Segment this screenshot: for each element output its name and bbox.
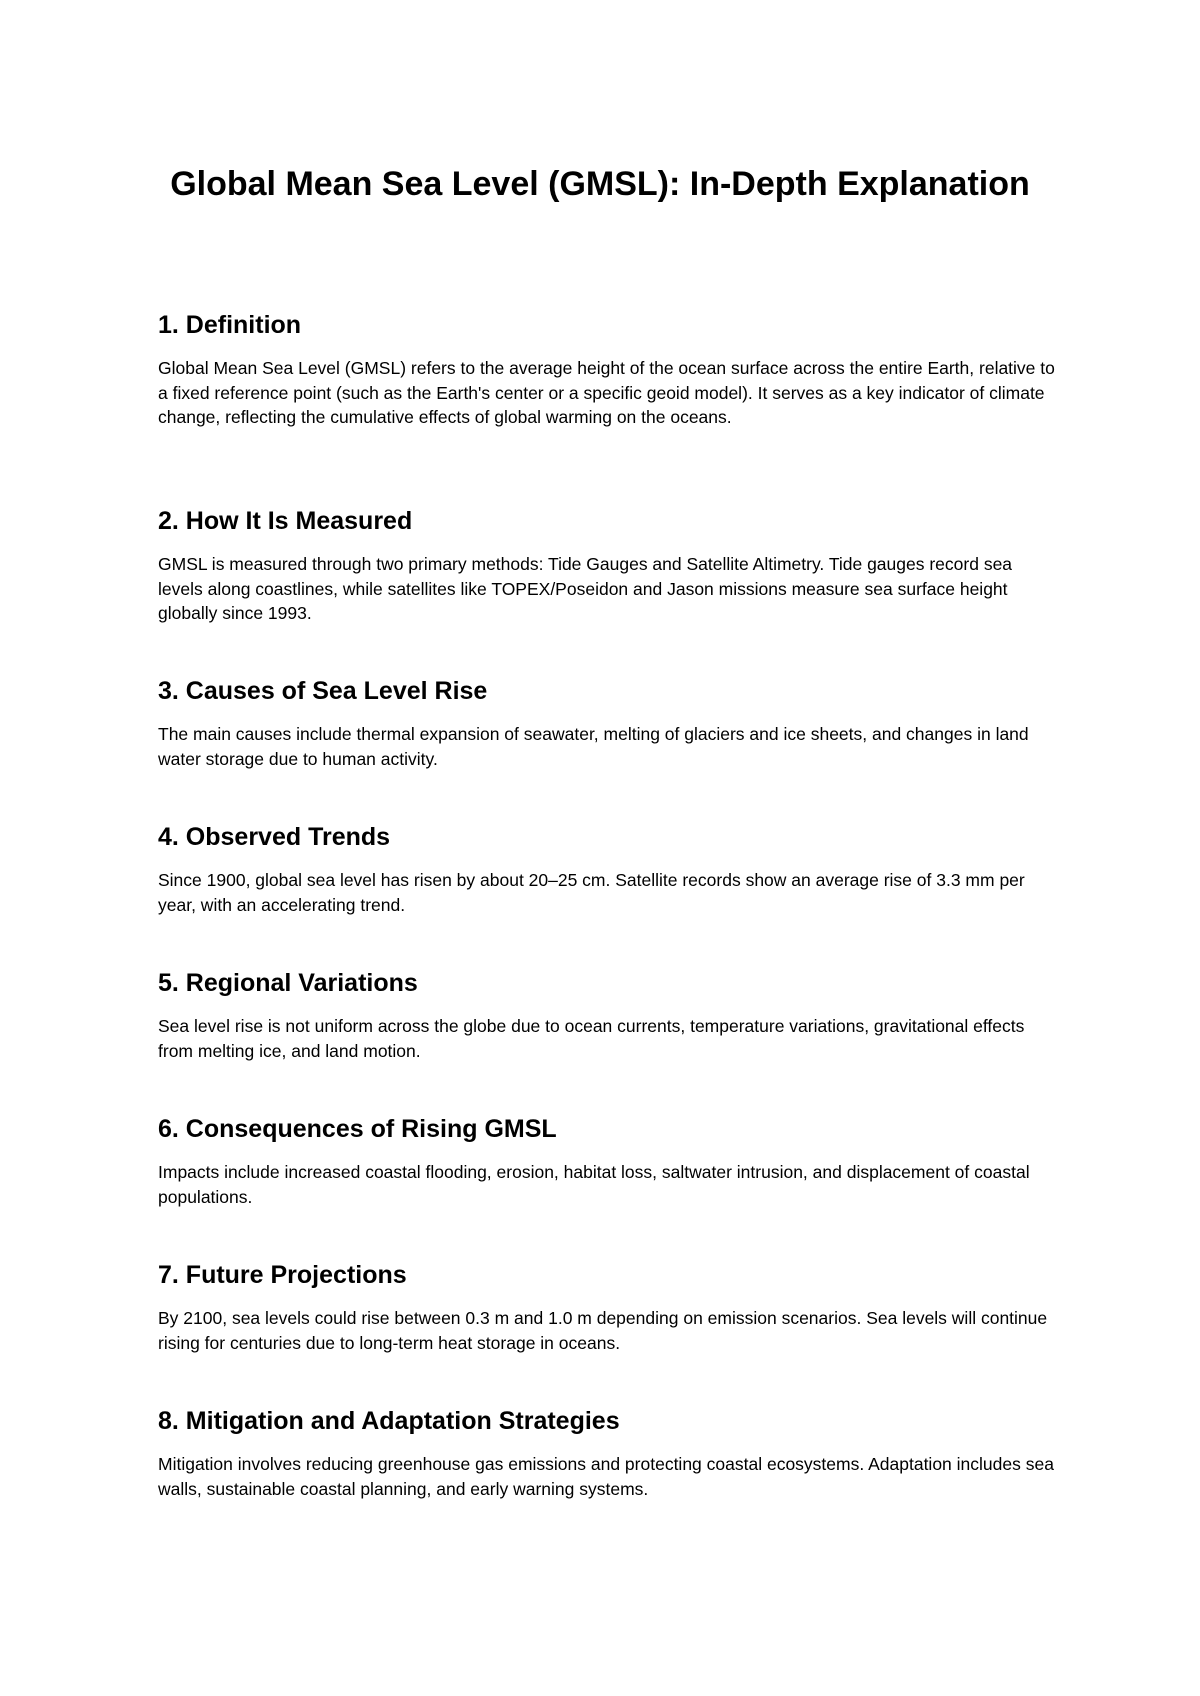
document-title: Global Mean Sea Level (GMSL): In-Depth Explanation bbox=[170, 165, 1030, 203]
section-observed-trends bbox=[158, 820, 1058, 917]
section-consequences bbox=[158, 1112, 1058, 1209]
section-heading: 8. Mitigation and Adaptation Strategies bbox=[158, 1407, 620, 1435]
section-causes bbox=[158, 674, 1058, 771]
section-body: GMSL is measured through two primary methods: Tide Gauges and Satellite Altimetry. Tide gauges record sea levels along coastlines, while satellites like TOPEX/Poseidon and Jason missions measure sea surface height globally since 1993. bbox=[158, 554, 1013, 623]
section-body: Global Mean Sea Level (GMSL) refers to the average height of the ocean surface across the entire Earth, relative to a fixed reference point (such as the Earth's center or a specific geoid model). It serves as a key indicator of climate change, reflecting the cumulative effects of global warming on the oceans. bbox=[158, 358, 1055, 427]
section-body: Impacts include increased coastal flooding, erosion, habitat loss, saltwater intrusion, and displacement of coastal populations. bbox=[158, 1162, 1030, 1207]
section-body: By 2100, sea levels could rise between 0.3 m and 1.0 m depending on emission scenarios. Sea levels will continue rising for centuries due to long-term heat storage in oceans. bbox=[158, 1308, 1048, 1353]
section-definition bbox=[158, 308, 1058, 430]
section-heading: 3. Causes of Sea Level Rise bbox=[158, 677, 488, 705]
section-heading: 6. Consequences of Rising GMSL bbox=[158, 1115, 557, 1143]
section-body: The main causes include thermal expansion of seawater, melting of glaciers and ice sheets, and changes in land water storage due to human activity. bbox=[158, 724, 1029, 769]
section-heading: 4. Observed Trends bbox=[158, 823, 391, 851]
section-heading: 1. Definition bbox=[158, 311, 302, 339]
section-future-projections bbox=[158, 1258, 1058, 1355]
section-mitigation-adaptation bbox=[158, 1404, 1058, 1501]
section-body: Since 1900, global sea level has risen by about 20–25 cm. Satellite records show an average rise of 3.3 mm per year, with an accelerating trend. bbox=[158, 870, 1025, 915]
section-regional-variations bbox=[158, 966, 1058, 1063]
section-heading: 7. Future Projections bbox=[158, 1261, 407, 1289]
section-body: Mitigation involves reducing greenhouse gas emissions and protecting coastal ecosystems. Adaptation includes sea walls, sustainable coastal planning, and early warning systems. bbox=[158, 1454, 1054, 1499]
section-heading: 5. Regional Variations bbox=[158, 969, 418, 997]
section-heading: 2. How It Is Measured bbox=[158, 507, 413, 535]
section-body: Sea level rise is not uniform across the globe due to ocean currents, temperature variations, gravitational effects from melting ice, and land motion. bbox=[158, 1016, 1025, 1061]
section-measurement bbox=[158, 504, 1058, 626]
